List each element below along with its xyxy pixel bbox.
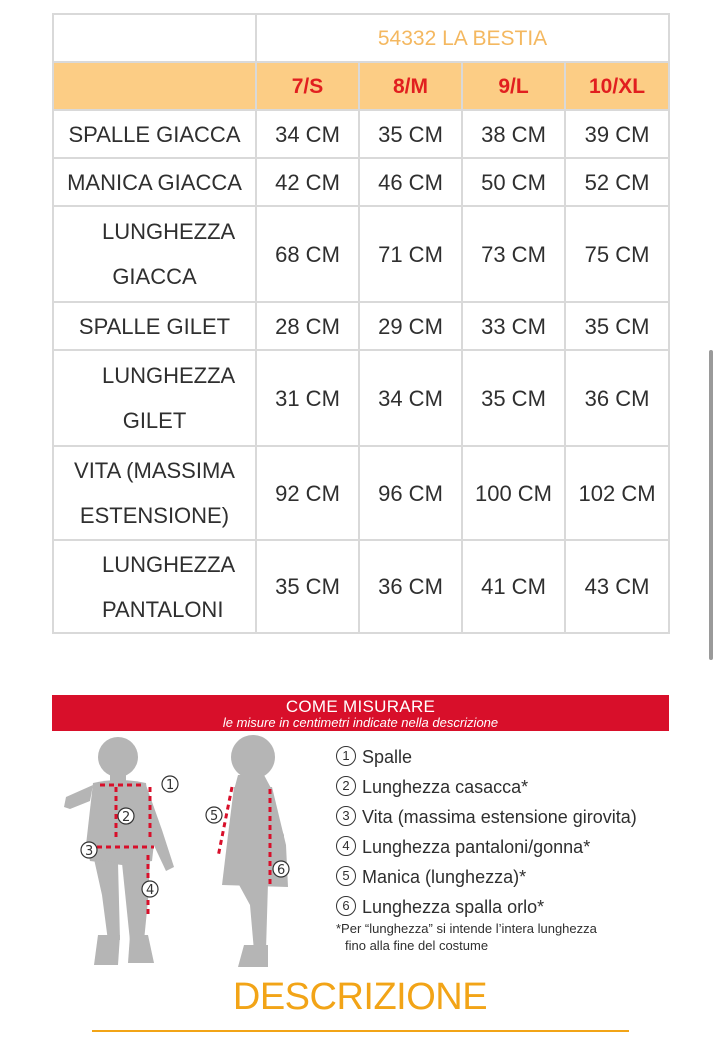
length-footnote xyxy=(336,920,597,954)
cell-value: 35 CM xyxy=(359,110,462,158)
table-row xyxy=(53,540,669,633)
cell-value: 96 CM xyxy=(359,446,462,540)
footnote-line: fino alla fine del costume xyxy=(345,938,489,953)
circled-number: 2 xyxy=(336,776,356,796)
cell-value: 43 CM xyxy=(565,540,669,633)
table-row xyxy=(53,446,669,540)
cell-value: 31 CM xyxy=(256,350,359,446)
row-label: SPALLE GILET xyxy=(53,302,256,350)
measure-subtitle: le misure in centimetri indicate nella descrizione xyxy=(222,715,499,730)
footnote-line: *Per “lunghezza” si intende l’intera lunghezza xyxy=(336,921,597,936)
cell-value: 73 CM xyxy=(462,206,565,302)
legend-item xyxy=(336,802,637,832)
size-header: 9/L xyxy=(462,62,565,110)
measure-title: COME MISURARE xyxy=(285,697,436,716)
table-row xyxy=(53,350,669,446)
legend-item xyxy=(336,772,637,802)
circled-number: 4 xyxy=(336,836,356,856)
svg-text:5: 5 xyxy=(210,809,219,824)
cell-value: 35 CM xyxy=(565,302,669,350)
legend-text: Vita (massima estensione girovita) xyxy=(362,807,637,827)
circled-number: 3 xyxy=(336,806,356,826)
legend-text: Manica (lunghezza)* xyxy=(362,867,527,887)
cell-value: 28 CM xyxy=(256,302,359,350)
description-divider xyxy=(92,1030,629,1032)
svg-text:4: 4 xyxy=(146,883,155,898)
size-header: 7/S xyxy=(256,62,359,110)
row-label: LUNGHEZZA GIACCA xyxy=(53,206,256,302)
scrollbar-thumb[interactable] xyxy=(709,350,713,660)
cell-value: 100 CM xyxy=(462,446,565,540)
cell-value: 39 CM xyxy=(565,110,669,158)
cell-value: 102 CM xyxy=(565,446,669,540)
svg-text:6: 6 xyxy=(277,863,286,878)
circled-number: 6 xyxy=(336,896,356,916)
description-heading: DESCRIZIONE xyxy=(232,976,488,1018)
row-label: LUNGHEZZA GILET xyxy=(53,350,256,446)
cell-value: 46 CM xyxy=(359,158,462,206)
legend-item xyxy=(336,832,637,862)
svg-text:2: 2 xyxy=(122,810,131,825)
cell-value: 41 CM xyxy=(462,540,565,633)
size-header: 10/XL xyxy=(565,62,669,110)
table-corner-cell xyxy=(53,14,256,62)
size-chart-table xyxy=(52,13,670,634)
measurement-figures-illustration xyxy=(58,735,308,975)
cell-value: 42 CM xyxy=(256,158,359,206)
size-header-blank xyxy=(53,62,256,110)
legend-item xyxy=(336,862,637,892)
cell-value: 71 CM xyxy=(359,206,462,302)
table-row xyxy=(53,302,669,350)
cell-value: 33 CM xyxy=(462,302,565,350)
cell-value: 29 CM xyxy=(359,302,462,350)
cell-value: 34 CM xyxy=(256,110,359,158)
cell-value: 35 CM xyxy=(462,350,565,446)
legend-text: Lunghezza pantaloni/gonna* xyxy=(362,837,591,857)
table-row xyxy=(53,110,669,158)
cell-value: 36 CM xyxy=(565,350,669,446)
cell-value: 38 CM xyxy=(462,110,565,158)
cell-value: 35 CM xyxy=(256,540,359,633)
row-label: VITA (MASSIMA ESTENSIONE) xyxy=(53,446,256,540)
row-label: SPALLE GIACCA xyxy=(53,110,256,158)
cell-value: 36 CM xyxy=(359,540,462,633)
product-title: 54332 LA BESTIA xyxy=(256,14,669,62)
cell-value: 75 CM xyxy=(565,206,669,302)
legend-text: Lunghezza casacca* xyxy=(362,777,529,797)
cell-value: 34 CM xyxy=(359,350,462,446)
legend-item xyxy=(336,892,637,922)
legend-text: Lunghezza spalla orlo* xyxy=(362,897,545,917)
measurement-legend xyxy=(336,742,637,922)
size-header: 8/M xyxy=(359,62,462,110)
legend-text: Spalle xyxy=(362,747,413,767)
side-child-figure xyxy=(222,735,288,967)
table-row xyxy=(53,158,669,206)
table-row xyxy=(53,206,669,302)
how-to-measure-banner xyxy=(52,695,669,731)
cell-value: 92 CM xyxy=(256,446,359,540)
cell-value: 52 CM xyxy=(565,158,669,206)
legend-item xyxy=(336,742,637,772)
circled-number: 1 xyxy=(336,746,356,766)
svg-text:3: 3 xyxy=(85,844,94,859)
row-label: MANICA GIACCA xyxy=(53,158,256,206)
circled-number: 5 xyxy=(336,866,356,886)
cell-value: 68 CM xyxy=(256,206,359,302)
svg-text:1: 1 xyxy=(166,778,175,793)
row-label: LUNGHEZZA PANTALONI xyxy=(53,540,256,633)
cell-value: 50 CM xyxy=(462,158,565,206)
